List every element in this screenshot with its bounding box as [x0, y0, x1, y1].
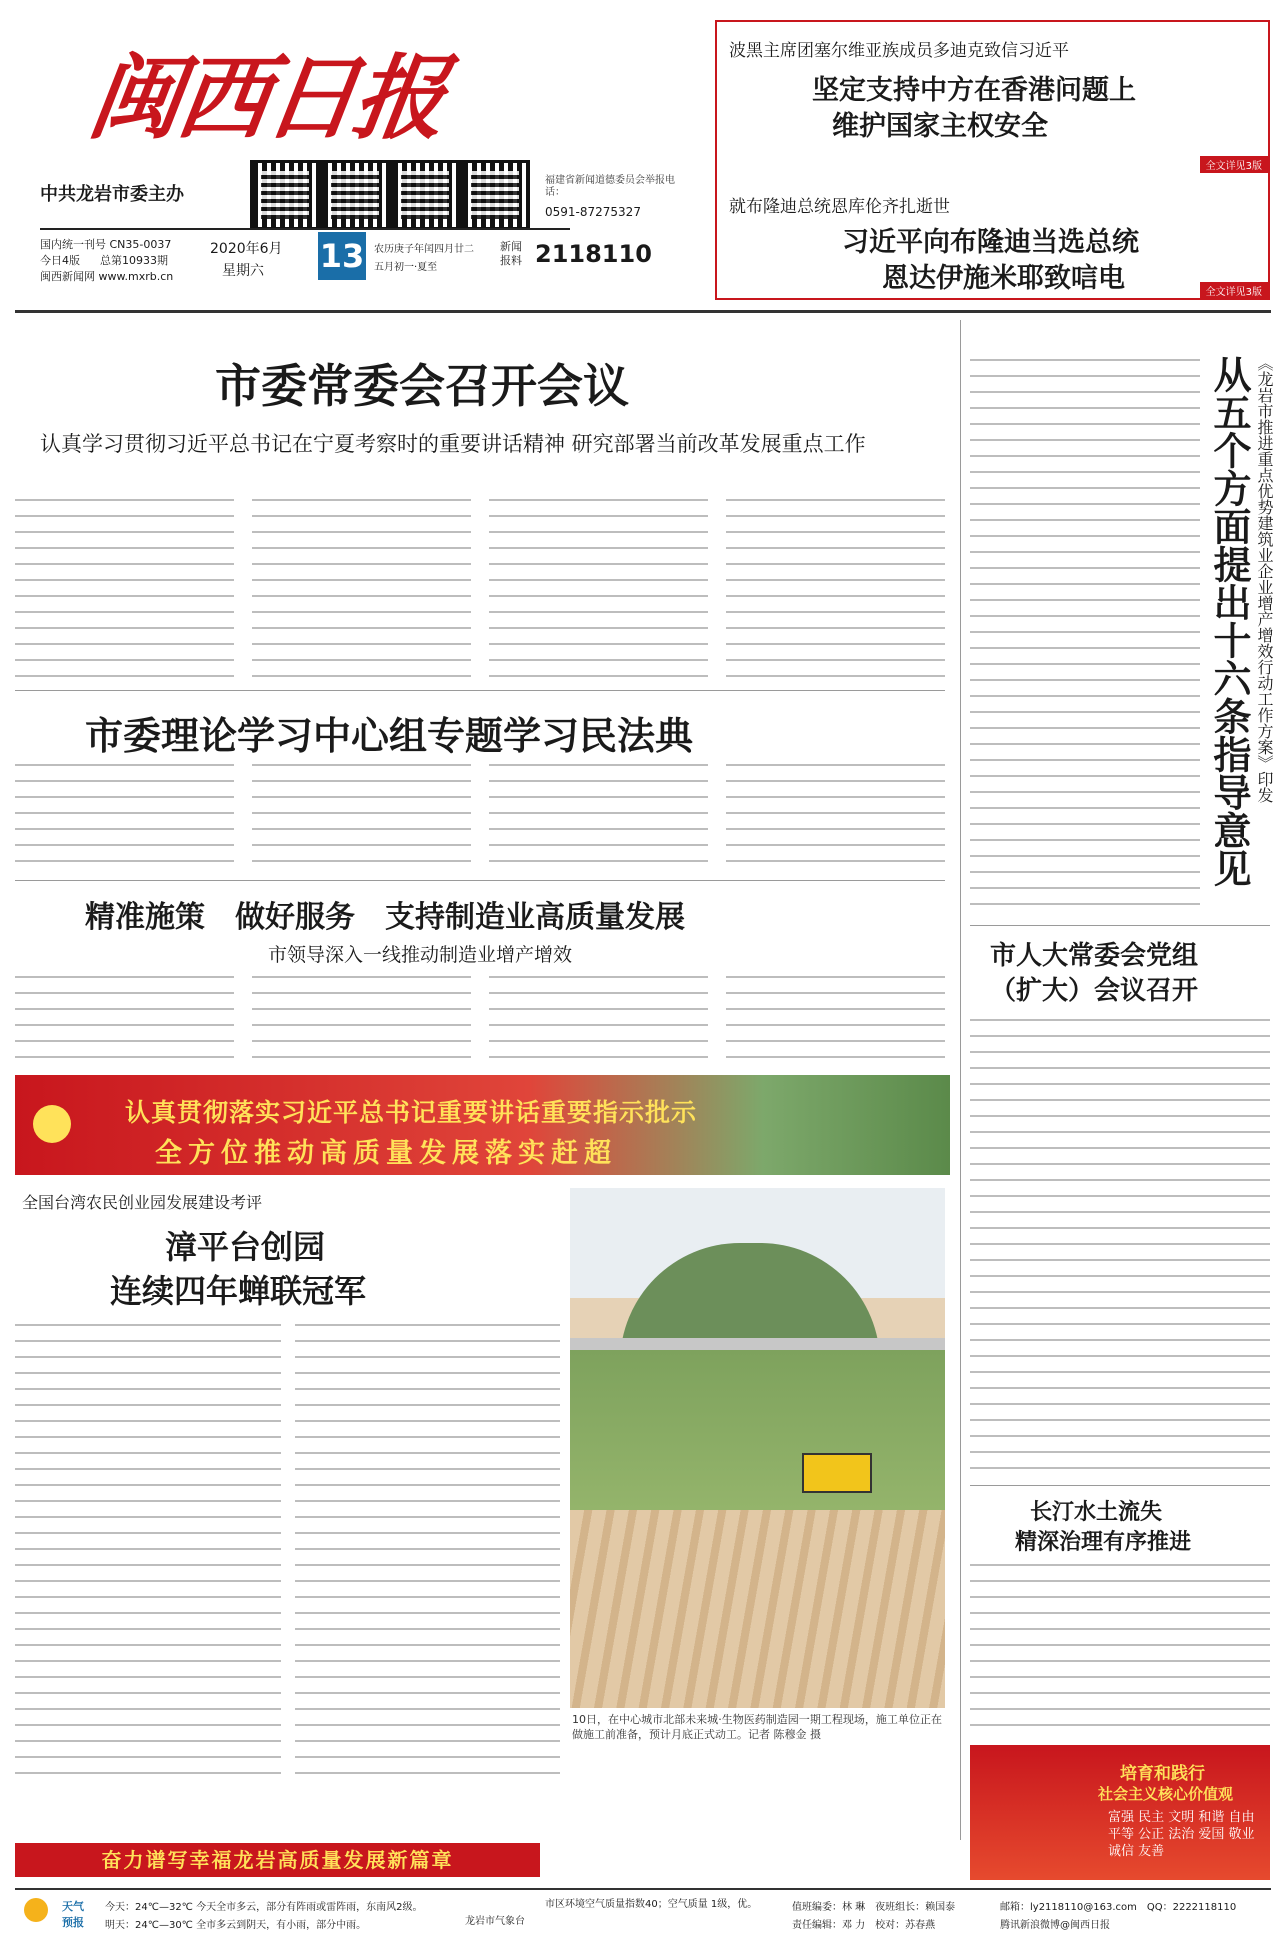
banner-line-2: 全方位推动高质量发展落实赶超 — [155, 1138, 617, 1169]
weather-tomorrow: 明天：24℃—30℃ 全市多云到阴天，有小雨，部分中雨。 — [105, 1920, 367, 1931]
issue-date: 2020年6月 — [210, 241, 283, 257]
editors-1: 值班编委：林 琳 夜班组长：赖国泰 — [792, 1902, 956, 1913]
story2-body — [15, 760, 945, 870]
qr-code-4[interactable] — [460, 160, 530, 230]
vertical-headline[interactable]: 从五个方面提出十六条指导意见 — [1207, 355, 1252, 887]
values-promo — [970, 1745, 1270, 1880]
air-quality: 市区环境空气质量指数40；空气质量 1级，优。 — [545, 1899, 758, 1910]
more-link-2[interactable]: 全文详见3版 — [1200, 282, 1268, 299]
report-org: 福建省新闻道德委员会举报电话： — [545, 175, 675, 198]
campaign-banner — [15, 1075, 950, 1175]
issue-cn: 国内统一刊号 CN35-0037 — [40, 238, 172, 251]
top-headline-1b: 维护国家主权安全 — [832, 111, 1048, 142]
issue-number: 总第10933期 — [100, 254, 168, 267]
story5-title-1[interactable]: 市人大常委会党组 — [990, 941, 1199, 971]
report-phone: 0591-87275327 — [545, 205, 641, 219]
promo-line-1: 培育和践行 — [1120, 1764, 1205, 1784]
story6-body — [970, 1560, 1270, 1735]
promo-values: 富强 民主 文明 和谐 自由 平等 公正 法治 爱国 敬业 诚信 友善 — [1108, 1810, 1255, 1859]
lead-body — [15, 495, 945, 680]
lunar-date: 农历庚子年闰四月廿二 — [374, 244, 474, 255]
hotline-label: 新闻报料 — [500, 240, 522, 267]
top-headline-2b: 恩达伊施米耶致唁电 — [882, 263, 1125, 294]
story6-title-1[interactable]: 长汀水土流失 — [1030, 1499, 1163, 1525]
story6-title-2[interactable]: 精深治理有序推进 — [1015, 1529, 1192, 1555]
story4-title-1[interactable]: 漳平台创园 — [165, 1228, 326, 1266]
masthead-logo — [82, 28, 460, 168]
banner-line-1: 认真贯彻落实习近平总书记重要讲话重要指示批示 — [125, 1098, 698, 1127]
qr-code-3[interactable] — [390, 160, 460, 230]
story3-body — [15, 972, 945, 1060]
weather-label-2: 预报 — [62, 1916, 84, 1929]
weather-label-1: 天气 — [62, 1900, 84, 1913]
lunar-date-2: 五月初一·夏至 — [374, 262, 438, 273]
lead-title[interactable]: 市委常委会召开会议 — [215, 359, 629, 413]
story4-kicker: 全国台湾农民创业园发展建设考评 — [22, 1193, 263, 1212]
hotline-number[interactable]: 2118110 — [535, 240, 652, 268]
editors-2: 责任编辑：邓 力 校对：苏春燕 — [792, 1920, 936, 1931]
logo-text: 闽西日报 — [82, 44, 450, 152]
excavator-icon — [802, 1453, 872, 1493]
site-url[interactable]: 闽西新闻网 www.mxrb.cn — [40, 270, 174, 283]
bottom-banner: 奋力谱写幸福龙岩高质量发展新篇章 — [15, 1843, 540, 1877]
issue-pages: 今日4版 — [40, 254, 80, 267]
qr-code-2[interactable] — [320, 160, 390, 230]
top-headline-1a: 坚定支持中方在香港问题上 — [812, 75, 1136, 106]
story2-title[interactable]: 市委理论学习中心组专题学习民法典 — [85, 713, 694, 758]
masthead-sponsor: 中共龙岩市委主办 — [40, 184, 184, 205]
top-kicker-1: 波黑主席团塞尔维亚族成员多迪克致信习近平 — [729, 41, 1069, 61]
promo-line-2: 社会主义核心价值观 — [1098, 1785, 1234, 1803]
story4-body — [15, 1320, 560, 1780]
construction-photo[interactable] — [570, 1188, 945, 1708]
story5-title-2[interactable]: （扩大）会议召开 — [990, 976, 1199, 1006]
photo-caption: 10日，在中心城市北部未来城·生物医药制造园一期工程现场，施工单位正在做施工前准备，预计月底正式动工。记者 陈穆金 摄 — [572, 1713, 942, 1741]
top-kicker-2: 就布隆迪总统恩库伦齐扎逝世 — [729, 197, 950, 217]
weather-today: 今天：24℃—32℃ 今天全市多云，部分有阵雨或雷阵雨，东南风2级。 — [105, 1902, 423, 1913]
weather-station: 龙岩市气象台 — [465, 1916, 525, 1927]
top-headline-2a: 习近平向布隆迪当选总统 — [842, 227, 1139, 258]
weather-sun-icon — [24, 1898, 48, 1922]
story3-title[interactable]: 精准施策 做好服务 支持制造业高质量发展 — [85, 900, 685, 935]
issue-weekday: 星期六 — [222, 263, 264, 279]
qr-code-1[interactable] — [250, 160, 320, 230]
party-emblem-icon — [33, 1105, 71, 1143]
top-right-box — [715, 20, 1270, 300]
story4-title-2[interactable]: 连续四年蝉联冠军 — [110, 1272, 367, 1310]
story5-body — [970, 1015, 1270, 1475]
right-story-body — [970, 355, 1200, 915]
story3-subtitle: 市领导深入一线推动制造业增产增效 — [268, 944, 573, 966]
weibo-account[interactable]: 腾讯新浪微博@闽西日报 — [1000, 1920, 1110, 1931]
more-link-1[interactable]: 全文详见3版 — [1200, 156, 1268, 173]
lead-subtitle: 认真学习贯彻习近平总书记在宁夏考察时的重要讲话精神 研究部署当前改革发展重点工作 — [40, 432, 866, 456]
contact-email[interactable]: 邮箱：ly2118110@163.com QQ：2222118110 — [1000, 1902, 1237, 1913]
vertical-subhead: 《龙岩市推进重点优势建筑业企业增产增效行动工作方案》印发 — [1255, 355, 1274, 803]
issue-day: 13 — [318, 232, 366, 280]
